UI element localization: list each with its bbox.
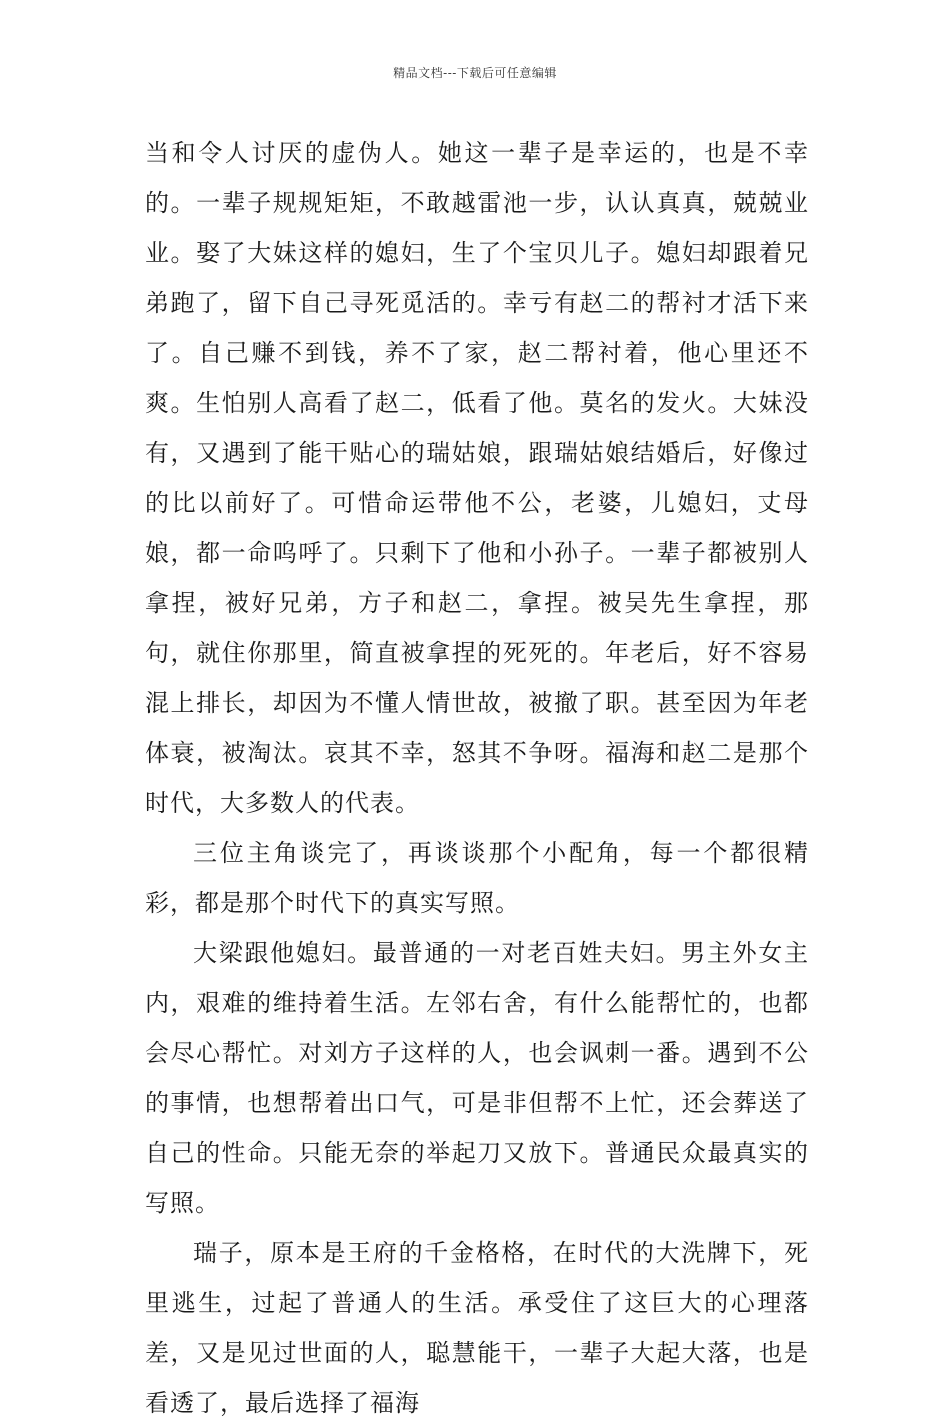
document-body [145, 128, 809, 1428]
paragraph: 三位主角谈完了，再谈谈那个小配角，每一个都很精彩，都是那个时代下的真实写照。 [145, 839, 809, 917]
paragraph-continuation: 当和令人讨厌的虚伪人。她这一辈子是幸运的，也是不幸的。一辈子规规矩矩，不敢越雷池一步，认认真真，兢兢业业。娶了大妹这样的媳妇，生了个宝贝儿子。媳妇却跟着兄弟跑了，留下自己寻死觅活的。幸亏有赵二的帮衬才活下来了。自己赚不到钱，养不了家，赵二帮衬着，他心里还不爽。生怕别人高看了赵二，低看了他。莫名的发火。大妹没有，又遇到了能干贴心的瑞姑娘，跟瑞姑娘结婚后，好像过的比以前好了。可惜命运带他不公，老婆，儿媳妇，丈母娘，都一命呜呼了。只剩下了他和小孙子。一辈子都被别人拿捏，被好兄弟，方子和赵二，拿捏。被吴先生拿捏，那句，就住你那里，简直被拿捏的死死的。年老后，好不容易混上排长，却因为不懂人情世故，被撤了职。甚至因为年老体衰，被淘汰。哀其不幸，怒其不争呀。福海和赵二是那个时代，大多数人的代表。 [145, 139, 809, 817]
paragraph: 瑞子，原本是王府的千金格格，在时代的大洗牌下，死里逃生，过起了普通人的生活。承受住了这巨大的心理落差，又是见过世面的人，聪慧能干，一辈子大起大落，也是看透了，最后选择了福海 [145, 1239, 809, 1417]
page-header: 精品文档---下载后可任意编辑 [393, 66, 557, 80]
paragraph: 大梁跟他媳妇。最普通的一对老百姓夫妇。男主外女主内，艰难的维持着生活。左邻右舍，有什么能帮忙的，也都会尽心帮忙。对刘方子这样的人，也会讽刺一番。遇到不公的事情，也想帮着出口气，可是非但帮不上忙，还会葬送了自己的性命。只能无奈的举起刀又放下。普通民众最真实的写照。 [145, 939, 809, 1217]
